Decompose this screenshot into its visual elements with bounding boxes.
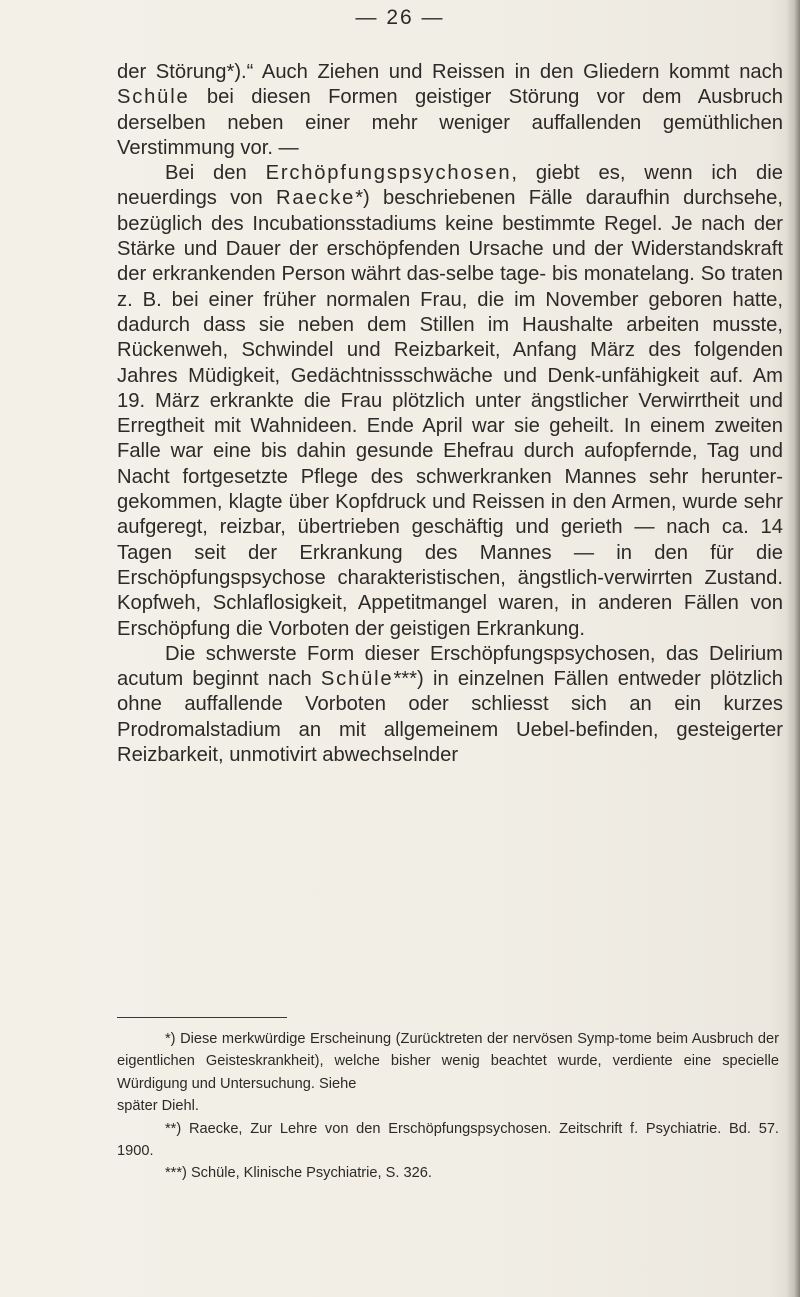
author-name-raecke: Raecke bbox=[275, 187, 356, 210]
paragraph-2 bbox=[117, 161, 783, 642]
author-name-schuele: Schüle bbox=[117, 86, 190, 109]
page-number: — 26 — bbox=[355, 6, 445, 29]
text-run: ***) in einzelnen Fällen entweder plötzlich ohne auffallende Vorboten oder schliesst sich an ein kurzes Prodromalstadium an mit allgemeinem Uebel-befinden, gesteigerter Reizbarkeit, unmotivirt abwechselnder bbox=[117, 668, 783, 767]
main-text bbox=[117, 60, 783, 768]
footnote-divider bbox=[117, 1017, 287, 1018]
text-run: *) beschriebenen Fälle daraufhin durchsehe, bezüglich des Incubationsstadiums keine bestimmte Regel. Je nach der Stärke und Dauer der erschöpfenden Ursache und der Widerstandskraft der erkrankenden Person währt das-selbe tage- bis monatelang. So traten z. B. bei einer früher normalen Frau, die im November geboren hatte, dadurch dass sie neben dem Stillen im Haushalte arbeiten musste, Rückenweh, Schwindel und Reizbarkeit, Anfang März des folgenden Jahres Müdigkeit, Gedächtnissschwäche und Denk-unfähigkeit auf. Am 19. März erkrankte die Frau plötzlich unter ängstlicher Verwirrtheit und Erregtheit mit Wahnideen. Ende April war sie geheilt. In einem zweiten Falle war eine bis dahin gesunde Ehefrau durch aufopfernde, Tag und Nacht fortgesetzte Pflege des schwerkranken Mannes sehr herunter-gekommen, klagte über Kopfdruck und Reissen in den Armen, wurde sehr aufgeregt, reizbar, übertrieben geschäftig und gerieth — nach ca. 14 Tagen seit der Erkrankung des Mannes — in den für die Erschöpfungspsychose charakteristischen, ängstlich-verwirrten Zustand. Kopfweh, Schlaflosigkeit, Appetitmangel waren, in anderen Fällen von Erschöpfung die Vorboten der geistigen Erkrankung. bbox=[117, 187, 783, 640]
text-run: der Störung*).“ Auch Ziehen und Reissen in den Gliedern kommt nach bbox=[117, 61, 783, 83]
author-name-schuele: Schüle bbox=[320, 668, 394, 691]
footnote-3: ***) Schüle, Klinische Psychiatrie, S. 326. bbox=[165, 1165, 432, 1182]
footnotes bbox=[117, 1028, 779, 1185]
paragraph-1 bbox=[117, 60, 783, 161]
text-run: bei diesen Formen geistiger Störung vor dem Ausbruch derselben neben einer mehr weniger auffallenden gemüthlichen Verstimmung vor. — bbox=[117, 86, 783, 159]
term-erschoepfungspsychosen: Erchöpfungspsychosen bbox=[265, 162, 512, 185]
text-run: Bei den bbox=[165, 162, 266, 185]
footnote-1-continuation: später Diehl. bbox=[117, 1098, 199, 1115]
page-edge-shadow bbox=[786, 0, 800, 1297]
paragraph-3 bbox=[117, 642, 783, 768]
text-run: , giebt es, wenn ich die neuerdings von bbox=[117, 162, 783, 210]
footnote-2: **) Raecke, Zur Lehre von den Erschöpfungspsychosen. Zeitschrift f. Psychiatrie. Bd. 57. 1900. bbox=[117, 1120, 779, 1160]
text-run: Die schwerste Form dieser Erschöpfungspsychosen, das Delirium acutum beginnt nach bbox=[117, 642, 783, 691]
footnote-1: *) Diese merkwürdige Erscheinung (Zurücktreten der nervösen Symp-tome beim Ausbruch der eigentlichen Geisteskrankheit), welche bisher wenig beachtet wurde, verdiente eine specielle Würdigung und Untersuchung. Siehe bbox=[117, 1031, 779, 1092]
